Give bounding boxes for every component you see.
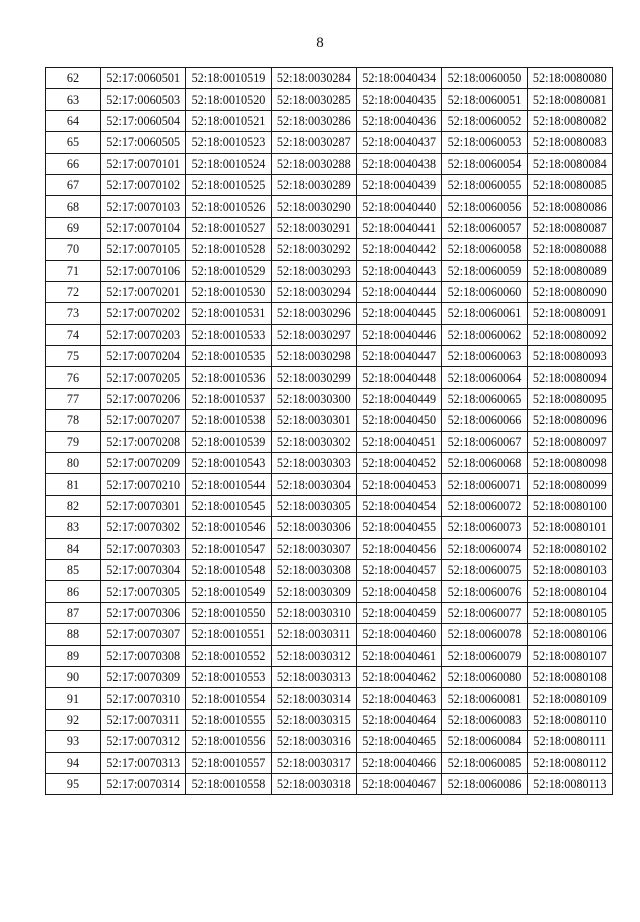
cadastral-number-cell: 52:18:0030288 <box>271 153 356 174</box>
table-row <box>46 538 613 559</box>
row-number-cell: 68 <box>46 196 101 217</box>
cadastral-number-cell: 52:18:0010546 <box>186 517 271 538</box>
table-row <box>46 388 613 409</box>
cadastral-number-cell: 52:18:0080111 <box>527 731 612 752</box>
row-number-cell: 91 <box>46 688 101 709</box>
table-row <box>46 602 613 623</box>
table-row <box>46 281 613 302</box>
cadastral-number-cell: 52:18:0030316 <box>271 731 356 752</box>
cadastral-number-cell: 52:18:0080088 <box>527 239 612 260</box>
table-row <box>46 709 613 730</box>
cadastral-number-cell: 52:17:0070208 <box>101 431 186 452</box>
cadastral-number-cell: 52:18:0080093 <box>527 346 612 367</box>
cadastral-number-cell: 52:18:0080081 <box>527 89 612 110</box>
cadastral-number-cell: 52:18:0060074 <box>442 538 527 559</box>
cadastral-number-cell: 52:18:0010554 <box>186 688 271 709</box>
cadastral-number-cell: 52:18:0060058 <box>442 239 527 260</box>
cadastral-number-cell: 52:18:0010537 <box>186 388 271 409</box>
cadastral-number-cell: 52:18:0030315 <box>271 709 356 730</box>
cadastral-number-cell: 52:18:0010521 <box>186 110 271 131</box>
cadastral-number-cell: 52:18:0010543 <box>186 453 271 474</box>
table-row <box>46 431 613 452</box>
cadastral-number-cell: 52:18:0010525 <box>186 174 271 195</box>
cadastral-number-cell: 52:18:0040456 <box>356 538 441 559</box>
table-row <box>46 559 613 580</box>
cadastral-number-cell: 52:17:0070302 <box>101 517 186 538</box>
cadastral-number-cell: 52:18:0010555 <box>186 709 271 730</box>
row-number-cell: 86 <box>46 581 101 602</box>
cadastral-number-cell: 52:18:0040447 <box>356 346 441 367</box>
cadastral-number-cell: 52:18:0030285 <box>271 89 356 110</box>
cadastral-number-cell: 52:18:0080092 <box>527 324 612 345</box>
cadastral-number-cell: 52:18:0010530 <box>186 281 271 302</box>
cadastral-number-cell: 52:18:0040444 <box>356 281 441 302</box>
cadastral-number-cell: 52:17:0070210 <box>101 474 186 495</box>
cadastral-number-cell: 52:18:0080112 <box>527 752 612 773</box>
cadastral-number-cell: 52:17:0060505 <box>101 132 186 153</box>
row-number-cell: 78 <box>46 410 101 431</box>
cadastral-number-cell: 52:18:0030291 <box>271 217 356 238</box>
cadastral-number-cell: 52:18:0060075 <box>442 559 527 580</box>
cadastral-number-cell: 52:18:0030308 <box>271 559 356 580</box>
cadastral-number-cell: 52:18:0060050 <box>442 68 527 89</box>
cadastral-number-cell: 52:18:0080104 <box>527 581 612 602</box>
row-number-cell: 74 <box>46 324 101 345</box>
table-row <box>46 196 613 217</box>
table-row <box>46 346 613 367</box>
cadastral-number-cell: 52:18:0080098 <box>527 453 612 474</box>
cadastral-number-cell: 52:17:0070305 <box>101 581 186 602</box>
cadastral-number-cell: 52:18:0030289 <box>271 174 356 195</box>
cadastral-number-cell: 52:18:0010523 <box>186 132 271 153</box>
cadastral-number-cell: 52:17:0070206 <box>101 388 186 409</box>
cadastral-number-cell: 52:18:0010529 <box>186 260 271 281</box>
table-row <box>46 773 613 794</box>
cadastral-number-cell: 52:17:0070314 <box>101 773 186 794</box>
cadastral-number-cell: 52:17:0070313 <box>101 752 186 773</box>
cadastral-number-cell: 52:18:0040451 <box>356 431 441 452</box>
cadastral-number-cell: 52:17:0070306 <box>101 602 186 623</box>
cadastral-number-cell: 52:18:0080090 <box>527 281 612 302</box>
cadastral-number-cell: 52:17:0070101 <box>101 153 186 174</box>
cadastral-number-cell: 52:18:0030298 <box>271 346 356 367</box>
cadastral-number-cell: 52:18:0080100 <box>527 495 612 516</box>
cadastral-number-cell: 52:18:0010531 <box>186 303 271 324</box>
cadastral-number-cell: 52:18:0030300 <box>271 388 356 409</box>
table-row <box>46 239 613 260</box>
cadastral-number-cell: 52:18:0060062 <box>442 324 527 345</box>
cadastral-number-cell: 52:18:0080109 <box>527 688 612 709</box>
cadastral-number-cell: 52:18:0080101 <box>527 517 612 538</box>
cadastral-number-cell: 52:18:0030284 <box>271 68 356 89</box>
table-row <box>46 731 613 752</box>
cadastral-number-cell: 52:18:0010548 <box>186 559 271 580</box>
cadastral-number-cell: 52:18:0060085 <box>442 752 527 773</box>
cadastral-number-cell: 52:18:0040438 <box>356 153 441 174</box>
cadastral-number-cell: 52:18:0060078 <box>442 624 527 645</box>
cadastral-number-cell: 52:18:0060067 <box>442 431 527 452</box>
cadastral-number-cell: 52:18:0010550 <box>186 602 271 623</box>
cadastral-number-cell: 52:17:0070104 <box>101 217 186 238</box>
cadastral-number-cell: 52:18:0060057 <box>442 217 527 238</box>
cadastral-number-cell: 52:18:0060080 <box>442 666 527 687</box>
row-number-cell: 69 <box>46 217 101 238</box>
cadastral-number-cell: 52:18:0040442 <box>356 239 441 260</box>
cadastral-number-cell: 52:18:0040466 <box>356 752 441 773</box>
cadastral-number-cell: 52:17:0070310 <box>101 688 186 709</box>
cadastral-number-cell: 52:18:0030299 <box>271 367 356 388</box>
cadastral-number-cell: 52:18:0060079 <box>442 645 527 666</box>
row-number-cell: 80 <box>46 453 101 474</box>
cadastral-number-cell: 52:17:0060501 <box>101 68 186 89</box>
cadastral-number-cell: 52:18:0080113 <box>527 773 612 794</box>
row-number-cell: 63 <box>46 89 101 110</box>
cadastral-number-cell: 52:18:0010549 <box>186 581 271 602</box>
cadastral-number-cell: 52:17:0070102 <box>101 174 186 195</box>
cadastral-number-cell: 52:17:0070205 <box>101 367 186 388</box>
cadastral-number-cell: 52:18:0080086 <box>527 196 612 217</box>
table-row <box>46 110 613 131</box>
row-number-cell: 85 <box>46 559 101 580</box>
table-row <box>46 303 613 324</box>
row-number-cell: 89 <box>46 645 101 666</box>
cadastral-number-cell: 52:18:0030293 <box>271 260 356 281</box>
cadastral-number-cell: 52:17:0070307 <box>101 624 186 645</box>
cadastral-number-cell: 52:17:0070209 <box>101 453 186 474</box>
cadastral-number-cell: 52:18:0030292 <box>271 239 356 260</box>
cadastral-number-cell: 52:18:0010524 <box>186 153 271 174</box>
row-number-cell: 76 <box>46 367 101 388</box>
row-number-cell: 95 <box>46 773 101 794</box>
cadastral-number-cell: 52:18:0040465 <box>356 731 441 752</box>
cadastral-number-cell: 52:18:0040445 <box>356 303 441 324</box>
cadastral-number-cell: 52:18:0030312 <box>271 645 356 666</box>
cadastral-number-cell: 52:18:0060083 <box>442 709 527 730</box>
cadastral-number-cell: 52:17:0070201 <box>101 281 186 302</box>
cadastral-number-cell: 52:18:0060073 <box>442 517 527 538</box>
cadastral-number-cell: 52:18:0080106 <box>527 624 612 645</box>
cadastral-number-cell: 52:18:0010556 <box>186 731 271 752</box>
cadastral-number-cell: 52:18:0040464 <box>356 709 441 730</box>
cadastral-number-cell: 52:18:0060060 <box>442 281 527 302</box>
table-row <box>46 495 613 516</box>
row-number-cell: 70 <box>46 239 101 260</box>
cadastral-numbers-table <box>45 67 613 795</box>
row-number-cell: 81 <box>46 474 101 495</box>
cadastral-number-cell: 52:17:0070106 <box>101 260 186 281</box>
row-number-cell: 88 <box>46 624 101 645</box>
cadastral-number-cell: 52:18:0010557 <box>186 752 271 773</box>
cadastral-number-cell: 52:18:0060053 <box>442 132 527 153</box>
cadastral-number-cell: 52:18:0010526 <box>186 196 271 217</box>
cadastral-number-cell: 52:18:0030304 <box>271 474 356 495</box>
cadastral-number-cell: 52:18:0040460 <box>356 624 441 645</box>
row-number-cell: 65 <box>46 132 101 153</box>
row-number-cell: 64 <box>46 110 101 131</box>
cadastral-number-cell: 52:18:0010527 <box>186 217 271 238</box>
table-row <box>46 132 613 153</box>
cadastral-number-cell: 52:18:0060055 <box>442 174 527 195</box>
row-number-cell: 79 <box>46 431 101 452</box>
cadastral-number-cell: 52:18:0040440 <box>356 196 441 217</box>
cadastral-number-cell: 52:18:0060086 <box>442 773 527 794</box>
cadastral-number-cell: 52:18:0060063 <box>442 346 527 367</box>
table-row <box>46 410 613 431</box>
cadastral-number-cell: 52:18:0060051 <box>442 89 527 110</box>
cadastral-number-cell: 52:17:0070105 <box>101 239 186 260</box>
cadastral-number-cell: 52:18:0030302 <box>271 431 356 452</box>
table-row <box>46 324 613 345</box>
cadastral-number-cell: 52:18:0060066 <box>442 410 527 431</box>
cadastral-number-cell: 52:18:0040454 <box>356 495 441 516</box>
row-number-cell: 94 <box>46 752 101 773</box>
row-number-cell: 83 <box>46 517 101 538</box>
cadastral-number-cell: 52:18:0010547 <box>186 538 271 559</box>
cadastral-number-cell: 52:18:0010538 <box>186 410 271 431</box>
table-row <box>46 666 613 687</box>
cadastral-number-cell: 52:18:0030286 <box>271 110 356 131</box>
cadastral-number-cell: 52:18:0080087 <box>527 217 612 238</box>
cadastral-number-cell: 52:18:0060077 <box>442 602 527 623</box>
cadastral-number-cell: 52:18:0040448 <box>356 367 441 388</box>
row-number-cell: 72 <box>46 281 101 302</box>
cadastral-number-cell: 52:17:0070202 <box>101 303 186 324</box>
cadastral-number-cell: 52:17:0070308 <box>101 645 186 666</box>
cadastral-number-cell: 52:17:0070303 <box>101 538 186 559</box>
row-number-cell: 75 <box>46 346 101 367</box>
cadastral-number-cell: 52:18:0060059 <box>442 260 527 281</box>
cadastral-number-cell: 52:18:0080102 <box>527 538 612 559</box>
cadastral-number-cell: 52:18:0010533 <box>186 324 271 345</box>
table-row <box>46 474 613 495</box>
cadastral-number-cell: 52:18:0080107 <box>527 645 612 666</box>
cadastral-number-cell: 52:18:0010520 <box>186 89 271 110</box>
cadastral-number-cell: 52:18:0040458 <box>356 581 441 602</box>
cadastral-number-cell: 52:18:0030297 <box>271 324 356 345</box>
table-row <box>46 217 613 238</box>
cadastral-number-cell: 52:18:0030317 <box>271 752 356 773</box>
cadastral-number-cell: 52:18:0010551 <box>186 624 271 645</box>
cadastral-number-cell: 52:18:0060076 <box>442 581 527 602</box>
cadastral-number-cell: 52:18:0060081 <box>442 688 527 709</box>
page-number: 8 <box>316 35 324 51</box>
cadastral-number-cell: 52:18:0080089 <box>527 260 612 281</box>
table-row <box>46 153 613 174</box>
cadastral-number-cell: 52:18:0040439 <box>356 174 441 195</box>
cadastral-number-cell: 52:18:0040453 <box>356 474 441 495</box>
cadastral-number-cell: 52:18:0010535 <box>186 346 271 367</box>
row-number-cell: 82 <box>46 495 101 516</box>
table-row <box>46 624 613 645</box>
cadastral-number-cell: 52:17:0070312 <box>101 731 186 752</box>
row-number-cell: 92 <box>46 709 101 730</box>
cadastral-number-cell: 52:18:0040443 <box>356 260 441 281</box>
cadastral-number-cell: 52:17:0070301 <box>101 495 186 516</box>
cadastral-number-cell: 52:17:0070203 <box>101 324 186 345</box>
cadastral-number-cell: 52:18:0080110 <box>527 709 612 730</box>
row-number-cell: 67 <box>46 174 101 195</box>
row-number-cell: 62 <box>46 68 101 89</box>
cadastral-number-cell: 52:18:0040459 <box>356 602 441 623</box>
cadastral-number-cell: 52:18:0040437 <box>356 132 441 153</box>
cadastral-number-cell: 52:18:0060065 <box>442 388 527 409</box>
cadastral-number-cell: 52:18:0080080 <box>527 68 612 89</box>
cadastral-number-cell: 52:17:0070103 <box>101 196 186 217</box>
cadastral-number-cell: 52:18:0040461 <box>356 645 441 666</box>
cadastral-number-cell: 52:18:0040450 <box>356 410 441 431</box>
cadastral-number-cell: 52:18:0080097 <box>527 431 612 452</box>
table-row <box>46 68 613 89</box>
cadastral-number-cell: 52:18:0030290 <box>271 196 356 217</box>
cadastral-number-cell: 52:18:0080096 <box>527 410 612 431</box>
cadastral-number-cell: 52:18:0030303 <box>271 453 356 474</box>
cadastral-number-cell: 52:18:0060052 <box>442 110 527 131</box>
cadastral-number-cell: 52:18:0030301 <box>271 410 356 431</box>
cadastral-number-cell: 52:18:0060072 <box>442 495 527 516</box>
cadastral-number-cell: 52:18:0060054 <box>442 153 527 174</box>
cadastral-number-cell: 52:18:0030310 <box>271 602 356 623</box>
cadastral-number-cell: 52:18:0080094 <box>527 367 612 388</box>
cadastral-number-cell: 52:17:0060504 <box>101 110 186 131</box>
cadastral-number-cell: 52:17:0070311 <box>101 709 186 730</box>
row-number-cell: 73 <box>46 303 101 324</box>
row-number-cell: 93 <box>46 731 101 752</box>
cadastral-number-cell: 52:18:0080105 <box>527 602 612 623</box>
cadastral-number-cell: 52:18:0040449 <box>356 388 441 409</box>
table-row <box>46 174 613 195</box>
table-row <box>46 453 613 474</box>
cadastral-number-cell: 52:17:0070304 <box>101 559 186 580</box>
cadastral-number-cell: 52:18:0030313 <box>271 666 356 687</box>
cadastral-number-cell: 52:18:0060056 <box>442 196 527 217</box>
cadastral-number-cell: 52:18:0080091 <box>527 303 612 324</box>
table-row <box>46 517 613 538</box>
cadastral-number-cell: 52:18:0040441 <box>356 217 441 238</box>
cadastral-number-cell: 52:18:0030307 <box>271 538 356 559</box>
cadastral-number-cell: 52:18:0030294 <box>271 281 356 302</box>
cadastral-number-cell: 52:18:0040455 <box>356 517 441 538</box>
cadastral-number-cell: 52:17:0070309 <box>101 666 186 687</box>
cadastral-number-cell: 52:18:0030311 <box>271 624 356 645</box>
table-row <box>46 89 613 110</box>
cadastral-number-cell: 52:18:0080083 <box>527 132 612 153</box>
cadastral-number-cell: 52:18:0040462 <box>356 666 441 687</box>
cadastral-number-cell: 52:18:0040434 <box>356 68 441 89</box>
row-number-cell: 71 <box>46 260 101 281</box>
table-row <box>46 688 613 709</box>
row-number-cell: 66 <box>46 153 101 174</box>
cadastral-number-cell: 52:18:0060061 <box>442 303 527 324</box>
cadastral-number-cell: 52:18:0030314 <box>271 688 356 709</box>
cadastral-number-cell: 52:18:0080103 <box>527 559 612 580</box>
cadastral-number-cell: 52:18:0010544 <box>186 474 271 495</box>
cadastral-number-cell: 52:18:0060084 <box>442 731 527 752</box>
cadastral-number-cell: 52:18:0060064 <box>442 367 527 388</box>
cadastral-number-cell: 52:17:0070204 <box>101 346 186 367</box>
cadastral-number-cell: 52:18:0080082 <box>527 110 612 131</box>
cadastral-number-cell: 52:18:0060071 <box>442 474 527 495</box>
cadastral-number-cell: 52:18:0010539 <box>186 431 271 452</box>
cadastral-number-cell: 52:18:0030305 <box>271 495 356 516</box>
cadastral-number-cell: 52:18:0040457 <box>356 559 441 580</box>
cadastral-number-cell: 52:18:0010545 <box>186 495 271 516</box>
row-number-cell: 77 <box>46 388 101 409</box>
cadastral-number-cell: 52:18:0010553 <box>186 666 271 687</box>
cadastral-number-cell: 52:18:0030309 <box>271 581 356 602</box>
cadastral-number-cell: 52:18:0040452 <box>356 453 441 474</box>
cadastral-number-cell: 52:18:0080084 <box>527 153 612 174</box>
cadastral-number-cell: 52:18:0080085 <box>527 174 612 195</box>
table-row <box>46 581 613 602</box>
row-number-cell: 84 <box>46 538 101 559</box>
cadastral-number-cell: 52:18:0030318 <box>271 773 356 794</box>
cadastral-number-cell: 52:18:0010558 <box>186 773 271 794</box>
table-row <box>46 260 613 281</box>
cadastral-number-cell: 52:18:0040446 <box>356 324 441 345</box>
cadastral-number-cell: 52:18:0040436 <box>356 110 441 131</box>
cadastral-number-cell: 52:17:0070207 <box>101 410 186 431</box>
cadastral-number-cell: 52:18:0030296 <box>271 303 356 324</box>
table-row <box>46 645 613 666</box>
table-row <box>46 367 613 388</box>
cadastral-number-cell: 52:18:0060068 <box>442 453 527 474</box>
cadastral-number-cell: 52:18:0010528 <box>186 239 271 260</box>
table-body <box>46 68 613 795</box>
table-row <box>46 752 613 773</box>
cadastral-number-cell: 52:18:0040467 <box>356 773 441 794</box>
cadastral-number-cell: 52:18:0040435 <box>356 89 441 110</box>
row-number-cell: 90 <box>46 666 101 687</box>
cadastral-number-cell: 52:18:0080095 <box>527 388 612 409</box>
cadastral-number-cell: 52:17:0060503 <box>101 89 186 110</box>
cadastral-number-cell: 52:18:0010519 <box>186 68 271 89</box>
cadastral-number-cell: 52:18:0080108 <box>527 666 612 687</box>
cadastral-number-cell: 52:18:0040463 <box>356 688 441 709</box>
cadastral-number-cell: 52:18:0010536 <box>186 367 271 388</box>
cadastral-number-cell: 52:18:0010552 <box>186 645 271 666</box>
cadastral-number-cell: 52:18:0030287 <box>271 132 356 153</box>
cadastral-number-cell: 52:18:0030306 <box>271 517 356 538</box>
row-number-cell: 87 <box>46 602 101 623</box>
cadastral-number-cell: 52:18:0080099 <box>527 474 612 495</box>
